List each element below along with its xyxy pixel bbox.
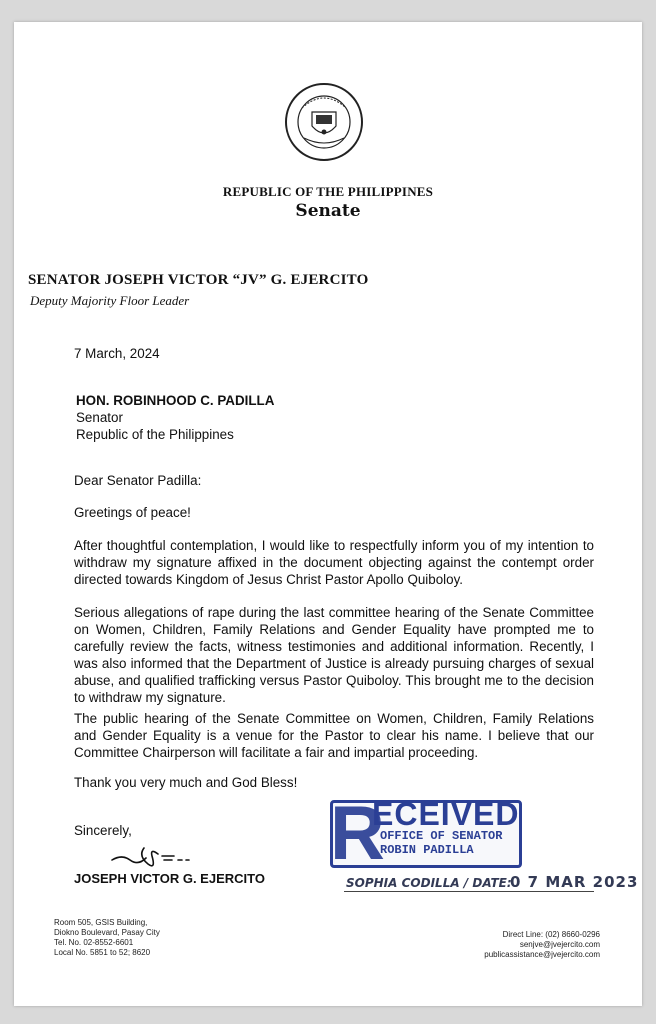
received-by: SOPHIA CODILLA / DATE:: [346, 876, 512, 890]
republic-heading: REPUBLIC OF THE PHILIPPINES: [222, 184, 434, 199]
received-stamp-word: ECEIVED: [372, 796, 520, 832]
recipient-position: Senator: [76, 410, 123, 425]
sender-name: SENATOR JOSEPH VICTOR “JV” G. EJERCITO: [28, 272, 369, 288]
footer-address-line: Room 505, GSIS Building,: [54, 918, 148, 927]
footer-contact-line: publicassistance@jvejercito.com: [484, 950, 600, 959]
paragraph-3: The public hearing of the Senate Committee on Women, Children, Family Relations and Gender Equality is a venue for the Pastor to clear his name. I believe that our Committee Chairperson will facilitate a fair and impartial proceeding.: [74, 711, 594, 760]
footer-address-line: Tel. No. 02-8552-6601: [54, 938, 134, 947]
letter-date: 7 March, 2024: [74, 346, 160, 361]
closing: Sincerely,: [74, 823, 132, 838]
footer-address-line: Local No. 5851 to 52; 8620: [54, 948, 151, 957]
greeting: Greetings of peace!: [74, 505, 191, 520]
salutation: Dear Senator Padilla:: [74, 473, 202, 488]
recipient-name: HON. ROBINHOOD C. PADILLA: [76, 393, 275, 408]
paragraph-2: Serious allegations of rape during the last committee hearing of the Senate Committee on Women, Children, Family Relations and Gender Equality have prompted me to carefully review the facts, witness testimonies and additional information. Recently, I was also informed that the Department of Justice is already pursuing charges of sexual abuse, and qualified trafficking versus Pastor Quiboloy. This brought me to the decision to withdraw my signature.: [74, 605, 594, 705]
footer-contact: [430, 930, 600, 960]
received-stamp-r: R: [330, 791, 385, 876]
senate-seal-icon: [284, 82, 364, 162]
received-date: 0 7 MAR 2023: [510, 873, 639, 891]
sender-title: Deputy Majority Floor Leader: [30, 293, 190, 308]
footer-address: [54, 918, 160, 958]
thanks-line: Thank you very much and God Bless!: [74, 775, 298, 790]
senate-heading: Senate: [295, 201, 361, 221]
footer-contact-line: senjve@jvejercito.com: [519, 940, 600, 949]
footer-contact-line: Direct Line: (02) 8660-0296: [502, 930, 600, 939]
signature-icon: [108, 840, 218, 874]
footer-address-line: Diokno Boulevard, Pasay City: [54, 928, 160, 937]
received-stamp-name: ROBIN PADILLA: [380, 843, 474, 857]
recipient-org: Republic of the Philippines: [76, 427, 234, 442]
stamp-underline: [344, 891, 594, 892]
received-stamp-office: OFFICE OF SENATOR: [380, 829, 503, 843]
paragraph-1: After thoughtful contemplation, I would like to respectfully inform you of my intention to withdraw my signature affixed in the document objecting against the contempt order directed towards Kingdom of Jesus Christ Pastor Apollo Quiboloy.: [74, 538, 594, 587]
signer-name: JOSEPH VICTOR G. EJERCITO: [74, 871, 265, 886]
